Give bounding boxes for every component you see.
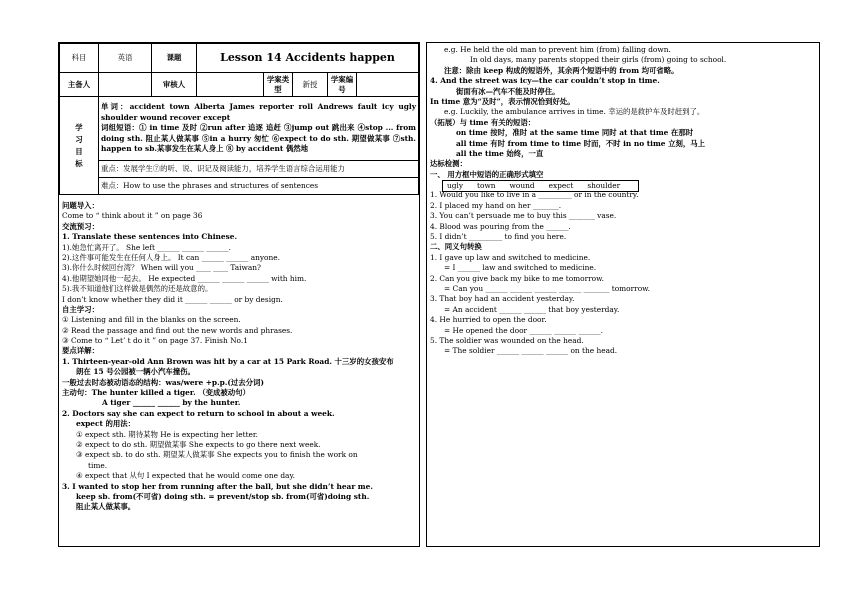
left-body-line: time. bbox=[88, 460, 108, 470]
left-body-line: 1).她急忙离开了。 She left ______ ______ ______. bbox=[62, 242, 231, 252]
left-body-line: 2. Doctors say she can expect to return to school in about a week. bbox=[62, 408, 335, 418]
exercise-line: 二、同义句转换 bbox=[430, 242, 482, 252]
left-body-line: 阻止某人做某事。 bbox=[76, 502, 136, 512]
left-body-line: 交流预习： bbox=[62, 221, 99, 231]
left-page bbox=[58, 42, 420, 547]
exercise-line: 5. I didn’t _________ to find you here. bbox=[430, 232, 567, 242]
word-box-item: town bbox=[477, 181, 496, 191]
right-body-line: 一、 用方框中短语的正确形式填空 bbox=[430, 169, 544, 179]
subject-value: 英语 bbox=[99, 44, 152, 73]
right-body-line: e.g. He held the old man to prevent him (from) falling down. bbox=[444, 45, 671, 54]
word-box-item: expect bbox=[548, 181, 574, 191]
left-body-line: ① Listening and fill in the blanks on the screen. bbox=[62, 315, 241, 325]
lesson-title: Lesson 14 Accidents happen bbox=[197, 44, 419, 73]
word-box-item: wound bbox=[509, 181, 535, 191]
left-body-line: 1. Translate these sentences into Chinese. bbox=[62, 232, 238, 242]
exercise-line: = He opened the door ______ ______ ______. bbox=[444, 325, 604, 335]
left-body-line: 自主学习： bbox=[62, 304, 99, 314]
right-body-line: on time 按时，准时 at the same time 同时 at that time 在那时 bbox=[456, 128, 694, 138]
right-section-2 bbox=[430, 190, 818, 356]
subject-label: 科目 bbox=[60, 44, 99, 73]
left-body-line: 朗在 15 号公园被一辆小汽车撞伤。 bbox=[76, 367, 195, 377]
left-body-line: I don’t know whether they did it ______ ______ or by design. bbox=[62, 294, 283, 304]
right-body-line: 达标检测： bbox=[430, 159, 467, 169]
exercise-line: 5. The soldier was wounded on the head. bbox=[430, 335, 584, 345]
type-value: 新授 bbox=[293, 73, 328, 97]
right-body bbox=[430, 45, 818, 357]
exercise-line: 4. He hurried to open the door. bbox=[430, 315, 547, 325]
reviewer-value bbox=[197, 73, 264, 97]
topic-label: 课题 bbox=[152, 44, 197, 73]
right-page bbox=[426, 42, 820, 547]
right-body-line: 注意：除由 keep 构成的短语外，其余两个短语中的 from 均可省略。 bbox=[444, 65, 679, 75]
exercise-line: 1. Would you like to live in a _________ or in the country. bbox=[430, 190, 639, 200]
right-body-line: all the time 始终，一直 bbox=[456, 148, 544, 158]
left-body bbox=[62, 201, 416, 513]
type-label: 学案类型 bbox=[264, 73, 293, 97]
right-body-line: all time 有时 from time to time 时而，不时 in no time 立刻，马上 bbox=[456, 138, 706, 148]
header-table bbox=[59, 43, 419, 195]
right-section-1 bbox=[430, 45, 818, 180]
left-body-line: expect 的用法： bbox=[76, 419, 136, 429]
exercise-line: = I ______ law and switched to medicine. bbox=[444, 263, 597, 273]
left-body-line: 5).我不知道他们这样做是偶然的还是故意的。 bbox=[62, 284, 213, 294]
word-box-item: ugly bbox=[447, 181, 464, 191]
right-body-line: In old days, many parents stopped their girls (from) going to school. bbox=[470, 55, 727, 65]
left-body-line: ② expect to do sth. 期望做某事 She expects to go there next week. bbox=[76, 439, 321, 449]
objectives-content bbox=[99, 97, 419, 161]
right-body-line: 4. And the street was icy—the car couldn’t stop in time. bbox=[430, 76, 660, 86]
exercise-line: 3. That boy had an accident yesterday. bbox=[430, 294, 575, 304]
preparer-label: 主备人 bbox=[60, 73, 99, 97]
left-body-line: A tiger ______ ______ by the hunter. bbox=[102, 398, 241, 408]
left-body-line: ③ Come to “ Let’ t do it ” on page 37. Finish No.1 bbox=[62, 336, 248, 346]
difficulty: 难点：How to use the phrases and structures of sentences bbox=[99, 178, 419, 195]
left-body-line: 3. I wanted to stop her from running after the ball, but she didn’t hear me. bbox=[62, 481, 373, 491]
right-body-line: e.g. Luckily, the ambulance arrives in time. 幸运的是救护车及时赶到了。 bbox=[444, 107, 705, 117]
exercise-line: = The soldier ______ ______ ______ on the head. bbox=[444, 346, 618, 356]
phrases-line: 词组短语：① in time 及时 ②run after 追逐 追赶 ③jump out 跳出来 ④stop ... from doing sth. 阻止某人做某事 ⑤in a hurry 匆忙 ⑥expect to do sth. 期望做某事 ⑦sth. happen to sb.某事发生在某人身上 ⑧ by accident 偶然地 bbox=[101, 123, 416, 154]
exercise-line: = Can you ______ ______ ______ ______ _______ tomorrow. bbox=[444, 283, 650, 293]
left-body-line: ③ expect sb. to do sth. 期望某人做某事 She expects you to finish the work on bbox=[76, 450, 358, 460]
left-body-line: 要点详解： bbox=[62, 346, 99, 356]
left-body-line: keep sb. from(不可省) doing sth. = prevent/stop sb. from(可省)doing sth. bbox=[76, 491, 370, 501]
exercise-line: 2. I placed my hand on her _______. bbox=[430, 200, 562, 210]
word-box-item: shoulder bbox=[587, 181, 621, 191]
exercise-line: 3. You can’t persuade me to buy this _______ vase. bbox=[430, 211, 617, 221]
number-value bbox=[357, 73, 419, 97]
objectives-side-label: 学习目标 bbox=[60, 97, 99, 195]
left-body-line: 3).你什么时候回台湾？ When will you ____ ____ Taiwan? bbox=[62, 263, 261, 273]
exercise-line: = An accident ______ ______ that boy yesterday. bbox=[444, 304, 620, 314]
exercise-line: 2. Can you give back my bike to me tomorrow. bbox=[430, 273, 604, 283]
left-body-line: ① expect sth. 期待某物 He is expecting her letter. bbox=[76, 429, 258, 439]
left-body-line: ④ expect that 从句 I expected that he would come one day. bbox=[76, 471, 295, 481]
number-label: 学案编号 bbox=[328, 73, 357, 97]
exercise-line: 4. Blood was pouring from the ______. bbox=[430, 221, 571, 231]
reviewer-label: 审核人 bbox=[152, 73, 197, 97]
left-body-line: 2).这件事可能发生在任何人身上。 It can ______ ______ anyone. bbox=[62, 252, 280, 262]
left-body-line: 4).他期望她同他一起去。 He expected ______ ______ ______ with him. bbox=[62, 273, 307, 283]
exercise-line: 1. I gave up law and switched to medicine. bbox=[430, 252, 591, 262]
left-body-line: 主动句：The hunter killed a tiger. （变成被动句） bbox=[62, 388, 250, 398]
right-body-line: In time 意为“及时”，表示情况恰到好处。 bbox=[430, 96, 575, 106]
left-body-line: 1. Thirteen-year-old Ann Brown was hit by a car at 15 Park Road. 十三岁的女孩安布 bbox=[62, 356, 394, 366]
left-body-line: ② Read the passage and find out the new words and phrases. bbox=[62, 325, 293, 335]
right-body-line: 街面有冰—汽车不能及时停住。 bbox=[456, 86, 560, 96]
right-body-line: （拓展）与 time 有关的短语： bbox=[430, 117, 536, 127]
vocab-line: 单词：accident town Alberta James reporter roll Andrews fault icy ugly shoulder wound recover except bbox=[101, 102, 416, 122]
preparer-value bbox=[99, 73, 152, 97]
left-body-line: 问题导入： bbox=[62, 201, 99, 210]
key-point: 重点：发展学生⑦的听、说、识记及阅读能力，培养学生语言综合运用能力 bbox=[99, 161, 419, 178]
left-body-line: 一般过去时态被动语态的结构：was/were +p.p.(过去分词) bbox=[62, 377, 264, 387]
left-body-line: Come to “ think about it ” on page 36 bbox=[62, 211, 203, 221]
word-box-line bbox=[430, 180, 818, 190]
